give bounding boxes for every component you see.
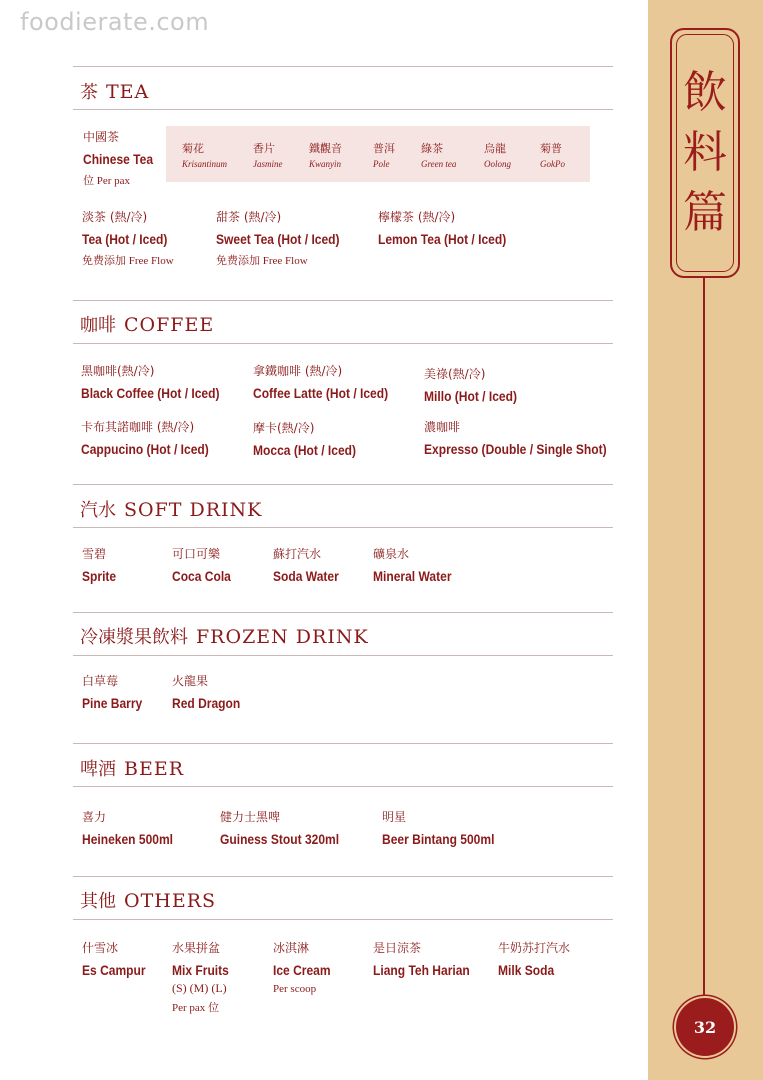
tea-variety: 烏龍 Oolong [484,142,511,169]
menu-item: 火龍果 Red Dragon [172,674,241,711]
menu-item: 明星 Beer Bintang 500ml [382,810,495,847]
divider [73,919,613,920]
section-title-box [670,28,740,278]
divider [73,876,613,877]
divider [73,109,613,110]
section-heading-soft-drink: 汽水 SOFT DRINK [80,499,263,521]
page-number: 32 [676,998,734,1056]
divider [73,484,613,485]
divider [73,743,613,744]
title-char-3: 篇 [683,187,727,238]
title-char-1: 飲 [683,67,727,118]
divider [73,612,613,613]
divider [73,655,613,656]
section-heading-coffee: 咖啡 COFFEE [80,314,215,336]
menu-item: 可口可樂 Coca Cola [172,547,231,584]
menu-item-chinese-tea: 中國茶 Chinese Tea 位 Per pax [83,130,154,187]
menu-item: 水果拼盆 Mix Fruits (S) (M) (L) Per pax 位 [172,941,229,1014]
tea-variety: 普洱 Pole [373,142,395,169]
tea-variety: 菊普 GokPo [540,142,565,169]
tea-variety: 鐵觀音 Kwanyin [309,142,342,169]
menu-item: 蘇打汽水 Soda Water [273,547,339,584]
title-char-2: 料 [683,127,727,178]
section-heading-frozen-drink: 冷凍漿果飲料 FROZEN DRINK [80,626,369,648]
menu-item: 摩卡(熱/冷) Mocca (Hot / Iced) [253,421,357,458]
divider [73,300,613,301]
menu-item: 黑咖啡(熱/冷) Black Coffee (Hot / Iced) [81,364,220,401]
menu-item: 卡布其諾咖啡 (熱/冷) Cappucino (Hot / Iced) [81,420,209,457]
watermark: foodierate.com [20,8,210,36]
menu-item: 冰淇淋 Ice Cream Per scoop [273,941,331,995]
section-heading-tea: 茶 TEA [80,81,150,103]
decorative-line [703,278,705,998]
menu-item: 喜力 Heineken 500ml [82,810,174,847]
tea-variety: 香片 Jasmine [253,142,283,169]
menu-item: 美祿(熱/冷) Millo (Hot / Iced) [424,367,517,404]
divider [73,343,613,344]
menu-item: 雪碧 Sprite [82,547,117,584]
menu-item: 健力士黑啤 Guiness Stout 320ml [220,810,340,847]
menu-item: 牛奶苏打汽水 Milk Soda [498,941,571,978]
tea-variety: 菊花 Krisantinum [182,142,228,169]
section-heading-beer: 啤酒 BEER [80,758,185,780]
divider [73,66,613,67]
menu-item: 白草莓 Pine Barry [82,674,143,711]
menu-item: 什雪冰 Es Campur [82,941,146,978]
menu-item: 是日涼茶 Liang Teh Harian [373,941,470,978]
tea-variety: 綠茶 Green tea [421,142,457,169]
divider [73,786,613,787]
menu-item: 濃咖啡 Expresso (Double / Single Shot) [424,420,607,457]
menu-item: 礦泉水 Mineral Water [373,547,452,584]
menu-item: 檸檬茶 (熱/冷) Lemon Tea (Hot / Iced) [378,210,507,247]
menu-item: 拿鐵咖啡 (熱/冷) Coffee Latte (Hot / Iced) [253,364,389,401]
menu-item: 甜茶 (熱/冷) Sweet Tea (Hot / Iced) 免费添加 Free Flow [216,210,340,267]
menu-item: 淡茶 (熱/冷) Tea (Hot / Iced) 免费添加 Free Flow [82,210,174,267]
tea-varieties-box [166,126,590,182]
section-heading-others: 其他 OTHERS [80,890,217,912]
divider [73,527,613,528]
